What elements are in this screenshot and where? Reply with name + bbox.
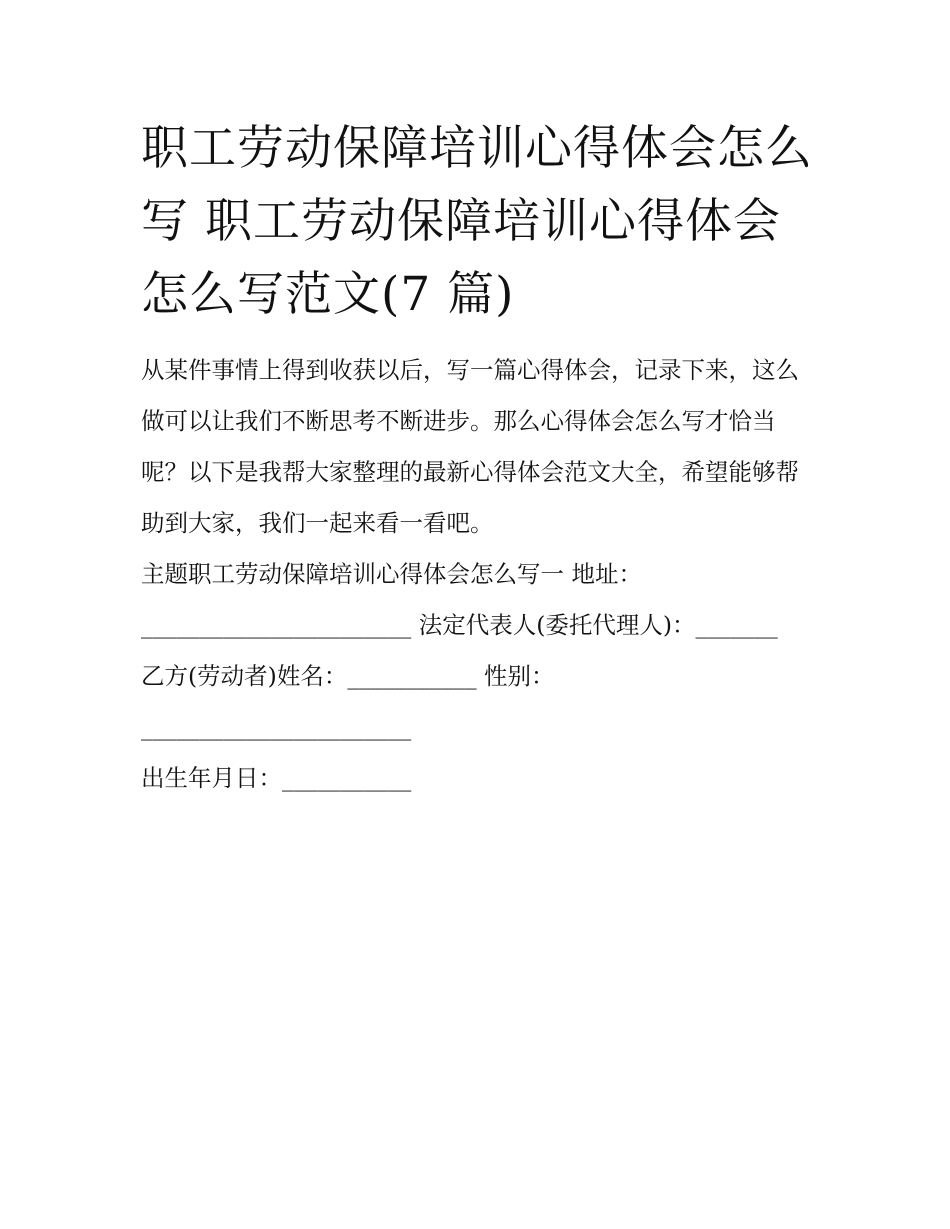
birth-date-line: 出生年月日：___________	[141, 764, 412, 792]
form-section	[141, 549, 813, 804]
document-content	[141, 112, 813, 804]
gender-blank-line: _______________________	[141, 713, 412, 741]
document-title: 职工劳动保障培训心得体会怎么写 职工劳动保障培训心得体会怎么写范文(7 篇)	[141, 121, 813, 322]
worker-name-gender-line: 乙方(劳动者)姓名：___________ 性别：	[141, 662, 555, 690]
intro-paragraph: 从某件事情上得到收获以后，写一篇心得体会，记录下来，这么做可以让我们不断思考不断进步。那么心得体会怎么写才恰当呢？以下是我帮大家整理的最新心得体会范文大全，希望能够帮助到大家，我们一起来看一看吧。	[141, 356, 799, 537]
legal-representative-line: _______________________ 法定代表人(委托代理人)：_______	[141, 611, 778, 639]
topic-address-line: 主题职工劳动保障培训心得体会怎么写一 地址：	[141, 560, 642, 588]
